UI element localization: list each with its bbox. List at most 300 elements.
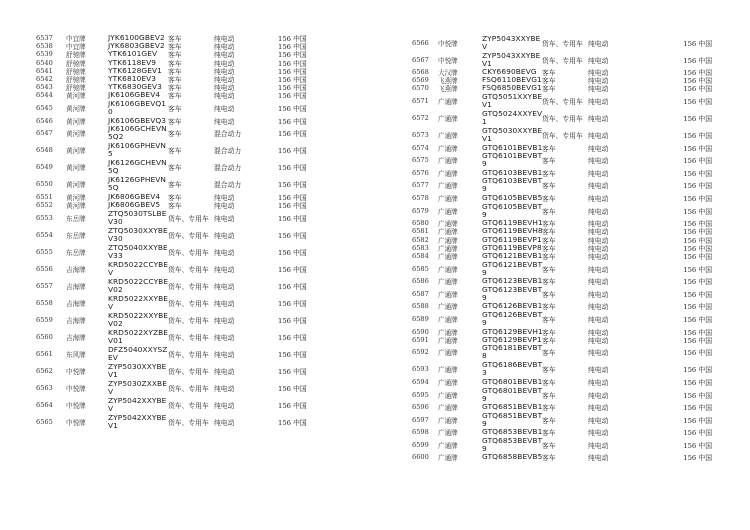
table-row (36, 100, 362, 117)
vehicle-type: 客车 (542, 144, 556, 153)
vehicle-type: 客车 (168, 147, 182, 156)
country-code: 156 中国 (278, 418, 307, 427)
vehicle-model (482, 277, 542, 285)
vehicle-type: 客车 (542, 207, 556, 216)
vehicle-type: 客车 (542, 315, 556, 324)
vehicle-type: 货车、专用车 (168, 401, 209, 410)
vehicle-model (482, 437, 542, 453)
row-number: 6563 (36, 383, 53, 392)
row-number: 6586 (412, 277, 429, 286)
vehicle-model (482, 412, 542, 428)
model-line-1: JYK6803GBEV2 (108, 41, 165, 51)
power-type: 纯电动 (588, 195, 609, 204)
model-line-2: 0 (108, 107, 113, 116)
brand-name: 黄河牌 (66, 201, 86, 210)
vehicle-model (108, 414, 168, 430)
model-line-2: 9 (482, 159, 487, 169)
table-row (412, 177, 712, 194)
table-row (412, 51, 712, 68)
table-row (36, 142, 362, 159)
vehicle-model (482, 194, 542, 202)
table-row (412, 194, 712, 202)
model-line-2: 9 (482, 209, 487, 219)
country-code: 156 中国 (278, 231, 307, 240)
table-row (36, 311, 362, 328)
row-number: 6542 (36, 75, 53, 84)
country-code: 156 中国 (278, 401, 307, 410)
vehicle-model (482, 361, 542, 377)
power-type: 纯电动 (214, 84, 235, 93)
table-row (36, 176, 362, 193)
vehicle-type: 客车 (168, 67, 182, 76)
country-code: 156 中国 (683, 315, 712, 324)
brand-name: 中悦牌 (66, 401, 86, 410)
model-line-2: V (108, 267, 114, 277)
brand-name: 黄河牌 (66, 147, 86, 156)
vehicle-model (482, 127, 542, 143)
power-type: 纯电动 (214, 248, 235, 257)
model-line-2: 9 (482, 317, 487, 327)
country-code: 156 中国 (278, 67, 307, 76)
row-number: 6546 (36, 116, 53, 125)
model-line-2: V1 (108, 420, 118, 430)
row-number: 6538 (36, 42, 53, 51)
row-number: 6564 (36, 400, 53, 409)
row-number: 6583 (412, 243, 429, 252)
model-line-1: KRD5022XXYBE (108, 310, 169, 320)
model-line-1: KRD5022CCYBE (108, 259, 169, 269)
model-line-2: V (482, 41, 488, 51)
vehicle-model (108, 312, 168, 328)
table-row (36, 277, 362, 294)
vehicle-type: 货车、专用车 (542, 39, 583, 48)
brand-name: 广通牌 (438, 244, 458, 253)
model-line-2: V1 (482, 100, 492, 110)
vehicle-type: 客车 (542, 169, 556, 178)
table-row (36, 159, 362, 176)
vehicle-model (108, 201, 168, 209)
country-code: 156 中国 (683, 77, 712, 86)
row-number: 6594 (412, 377, 429, 386)
brand-name: 吉海牌 (66, 333, 86, 342)
model-line-2: V (108, 403, 114, 413)
power-type: 纯电动 (588, 265, 609, 274)
vehicle-model (482, 52, 542, 68)
model-line-1: GTQ6103BEVB1 (482, 167, 543, 177)
country-code: 156 中国 (683, 132, 712, 141)
vehicle-type: 客车 (542, 429, 556, 438)
country-code: 156 中国 (278, 193, 307, 202)
model-line-1: GTQ6121BEVB1 (482, 250, 543, 260)
model-line-1: GTQ6119BEVH8 (482, 226, 543, 236)
model-line-2: V1 (482, 134, 492, 144)
power-type: 纯电动 (588, 115, 609, 124)
model-line-1: JK6126GCHEVN (108, 158, 167, 168)
vehicle-type: 货车、专用车 (168, 350, 209, 359)
vehicle-model (482, 35, 542, 51)
table-row (412, 127, 712, 144)
table-row (36, 379, 362, 396)
model-line-1: ZYP5030ZXXBE (108, 378, 167, 388)
table-row (412, 386, 712, 403)
power-type: 纯电动 (588, 244, 609, 253)
brand-name: 黄河牌 (66, 105, 86, 113)
table-row (412, 403, 712, 411)
vehicle-model (108, 346, 168, 362)
power-type: 纯电动 (214, 418, 235, 427)
brand-name: 黄河牌 (66, 193, 86, 202)
power-type: 纯电动 (588, 290, 609, 299)
brand-name: 广通牌 (438, 182, 458, 191)
model-line-2: 9 (482, 393, 487, 403)
brand-name: 广通牌 (438, 315, 458, 324)
brand-name: 大汉牌 (438, 69, 458, 78)
model-line-1: GTQ6119BEVP8 (482, 242, 542, 252)
row-number: 6545 (36, 104, 53, 112)
power-type: 纯电动 (214, 299, 235, 308)
power-type: 纯电动 (588, 220, 609, 229)
brand-name: 广通牌 (438, 378, 458, 387)
power-type: 纯电动 (588, 207, 609, 216)
table-row (36, 413, 362, 430)
vehicle-type: 客车 (542, 182, 556, 191)
model-line-2: V1 (108, 369, 118, 379)
table-row (412, 152, 712, 169)
brand-name: 广通牌 (438, 303, 458, 312)
country-code: 156 中国 (278, 181, 307, 190)
model-line-1: GTQ6101BEVB1 (482, 142, 543, 152)
model-line-1: JK6106GBEV4 (108, 90, 161, 100)
brand-name: 广通牌 (438, 441, 458, 450)
power-type: 纯电动 (588, 228, 609, 237)
power-type: 纯电动 (214, 214, 235, 223)
country-code: 156 中国 (683, 182, 712, 191)
vehicle-type: 货车、专用车 (542, 56, 583, 65)
country-code: 156 中国 (683, 252, 712, 261)
country-code: 156 中国 (278, 84, 307, 93)
vehicle-type: 货车、专用车 (542, 98, 583, 107)
country-code: 156 中国 (683, 39, 712, 48)
model-line-1: KRD5022XYZBE (108, 327, 169, 337)
brand-name: 飞燕牌 (438, 77, 458, 86)
model-line-1: GTQ6103BEVBT (482, 176, 543, 186)
row-number: 6574 (412, 143, 429, 152)
model-line-2: V1 (482, 58, 492, 68)
brand-name: 广通牌 (438, 132, 458, 141)
table-row (412, 453, 712, 461)
vehicle-model (482, 387, 542, 403)
country-code: 156 中国 (278, 282, 307, 291)
left-column-table (36, 34, 362, 430)
row-number: 6555 (36, 247, 53, 256)
table-row (412, 411, 712, 428)
brand-name: 东岳牌 (66, 248, 86, 257)
country-code: 156 中国 (278, 105, 307, 113)
vehicle-type: 客车 (168, 193, 182, 202)
row-number: 6578 (412, 194, 429, 203)
brand-name: 吉海牌 (66, 299, 86, 308)
power-type: 纯电动 (588, 349, 609, 358)
table-row (36, 243, 362, 260)
vehicle-type: 客车 (542, 278, 556, 287)
brand-name: 黄河牌 (66, 92, 86, 101)
brand-name: 吉海牌 (66, 282, 86, 291)
country-code: 156 中国 (278, 35, 307, 44)
country-code: 156 中国 (683, 98, 712, 107)
country-code: 156 中国 (683, 366, 712, 375)
row-number: 6592 (412, 348, 429, 357)
row-number: 6562 (36, 366, 53, 375)
model-line-1: GTQ6105BEVBT (482, 201, 543, 211)
vehicle-model (482, 152, 542, 168)
power-type: 纯电动 (214, 282, 235, 291)
country-code: 156 中国 (278, 92, 307, 101)
vehicle-model (482, 261, 542, 277)
brand-name: 广通牌 (438, 98, 458, 107)
vehicle-model (108, 176, 168, 192)
row-number: 6554 (36, 230, 53, 239)
brand-name: 广通牌 (438, 236, 458, 245)
brand-name: 广通牌 (438, 144, 458, 153)
vehicle-type: 客车 (542, 252, 556, 261)
country-code: 156 中国 (278, 265, 307, 274)
row-number: 6537 (36, 34, 53, 43)
vehicle-model (482, 403, 542, 411)
power-type: 纯电动 (588, 416, 609, 425)
country-code: 156 中国 (278, 201, 307, 210)
model-line-1: DFZ5040XXYSZ (108, 344, 168, 354)
country-code: 156 中国 (278, 76, 307, 85)
table-row (36, 125, 362, 142)
vehicle-type: 客车 (168, 84, 182, 93)
model-line-2: 9 (482, 418, 487, 428)
row-number: 6595 (412, 390, 429, 399)
vehicle-type: 客车 (542, 454, 556, 463)
power-type: 纯电动 (214, 316, 235, 325)
power-type: 纯电动 (588, 303, 609, 312)
power-type: 纯电动 (214, 265, 235, 274)
table-row (36, 209, 362, 226)
model-line-2: 5Q2 (108, 132, 124, 142)
row-number: 6580 (412, 219, 429, 228)
model-line-2: 5Q (108, 183, 119, 193)
country-code: 156 中国 (278, 130, 307, 139)
vehicle-model (108, 142, 168, 158)
model-line-2: V30 (108, 233, 123, 243)
power-type: 混合动力 (214, 164, 242, 173)
table-row (36, 294, 362, 311)
vehicle-type: 客车 (542, 157, 556, 166)
power-type: 纯电动 (588, 182, 609, 191)
row-number: 6600 (412, 453, 429, 462)
power-type: 纯电动 (214, 51, 235, 60)
vehicle-type: 客车 (168, 92, 182, 101)
vehicle-model (108, 159, 168, 175)
country-code: 156 中国 (683, 69, 712, 78)
vehicle-type: 客车 (542, 85, 556, 94)
model-line-2: 9 (482, 292, 487, 302)
model-line-1: YTK6118EV9 (108, 57, 157, 67)
row-number: 6558 (36, 298, 53, 307)
table-row (36, 201, 362, 209)
table-row (412, 277, 712, 285)
model-line-1: GTQ6801BEVBT (482, 385, 543, 395)
row-number: 6589 (412, 314, 429, 323)
country-code: 156 中国 (683, 278, 712, 287)
power-type: 纯电动 (588, 56, 609, 65)
table-row (36, 117, 362, 125)
row-number: 6553 (36, 213, 53, 222)
vehicle-model (108, 244, 168, 260)
power-type: 纯电动 (214, 92, 235, 101)
row-number: 6598 (412, 428, 429, 437)
vehicle-model (108, 397, 168, 413)
brand-name: 广通牌 (438, 169, 458, 178)
vehicle-type: 客车 (542, 328, 556, 337)
row-number: 6569 (412, 76, 429, 85)
model-line-1: GTQ5024XXYEV (482, 109, 543, 119)
model-line-2: EV (108, 352, 118, 362)
model-line-1: GTQ6186BEVBT (482, 360, 543, 370)
vehicle-type: 客车 (168, 35, 182, 44)
table-row (412, 361, 712, 378)
country-code: 156 中国 (683, 157, 712, 166)
country-code: 156 中国 (683, 441, 712, 450)
brand-name: 中宜牌 (66, 35, 86, 44)
power-type: 纯电动 (214, 401, 235, 410)
brand-name: 广通牌 (438, 336, 458, 345)
power-type: 纯电动 (214, 117, 235, 126)
vehicle-type: 客车 (168, 181, 182, 190)
country-code: 156 中国 (683, 336, 712, 345)
brand-name: 中悦牌 (438, 39, 458, 48)
model-line-1: YTK6810EV3 (108, 74, 157, 84)
model-line-1: ZYP5042XXYBE (108, 395, 167, 405)
vehicle-type: 货车、专用车 (168, 231, 209, 240)
vehicle-type: 客车 (168, 43, 182, 52)
model-line-1: KRD5022XXYBE (108, 293, 169, 303)
table-row (412, 144, 712, 152)
table-row (36, 226, 362, 243)
row-number: 6581 (412, 227, 429, 236)
vehicle-type: 货车、专用车 (542, 115, 583, 124)
model-line-1: GTQ6105BEVB5 (482, 193, 543, 203)
country-code: 156 中国 (278, 316, 307, 325)
model-line-1: JK6106GBEVQ3 (108, 115, 167, 125)
country-code: 156 中国 (683, 115, 712, 124)
vehicle-model (108, 329, 168, 345)
model-line-1: GTQ6123BEVBT (482, 284, 543, 294)
power-type: 纯电动 (588, 378, 609, 387)
model-line-2: V30 (108, 216, 123, 226)
brand-name: 舒驰牌 (66, 59, 86, 68)
model-line-2: 3 (482, 368, 487, 378)
vehicle-type: 客车 (542, 404, 556, 413)
power-type: 纯电动 (214, 231, 235, 240)
model-line-1: GTQ6126BEVBT (482, 309, 543, 319)
vehicle-model (108, 380, 168, 396)
country-code: 156 中国 (683, 195, 712, 204)
model-line-1: GTQ5030XXYBE (482, 126, 543, 136)
power-type: 纯电动 (588, 328, 609, 337)
brand-name: 东岳牌 (66, 214, 86, 223)
table-row (412, 202, 712, 219)
brand-name: 广通牌 (438, 404, 458, 413)
model-line-1: JK6126GPHEVN (108, 175, 167, 185)
model-line-1: GTQ6853BEVBT (482, 435, 543, 445)
vehicle-model (108, 227, 168, 243)
model-line-1: YTK6101GEV (108, 49, 158, 59)
vehicle-model (108, 100, 168, 116)
model-line-1: YTK6830GEV3 (108, 82, 162, 92)
model-line-1: GTQ6858BEVB5 (482, 452, 543, 462)
brand-name: 中悦牌 (66, 384, 86, 393)
brand-name: 中悦牌 (438, 56, 458, 65)
model-line-2: V (108, 301, 114, 311)
brand-name: 广通牌 (438, 290, 458, 299)
model-line-1: GTQ6126BEVB1 (482, 301, 543, 311)
table-row (412, 336, 712, 344)
table-row (36, 396, 362, 413)
country-code: 156 中国 (278, 59, 307, 68)
country-code: 156 中国 (278, 117, 307, 126)
power-type: 纯电动 (588, 454, 609, 463)
model-line-1: ZYP5042XXYBE (108, 412, 167, 422)
row-number: 6568 (412, 68, 429, 77)
model-line-1: JK6806GBEV5 (108, 199, 161, 209)
vehicle-type: 客车 (542, 366, 556, 375)
country-code: 156 中国 (278, 299, 307, 308)
model-line-1: ZYP5043XXYBE (482, 50, 541, 60)
country-code: 156 中国 (278, 384, 307, 393)
model-line-1: YTK6128GEV1 (108, 65, 162, 75)
row-number: 6591 (412, 335, 429, 344)
model-line-1: ZTQ5030XXYBE (108, 225, 168, 235)
brand-name: 黄河牌 (66, 130, 86, 139)
row-number: 6549 (36, 163, 53, 172)
model-line-1: ZTQ5040XXYBE (108, 242, 168, 252)
brand-name: 广通牌 (438, 265, 458, 274)
vehicle-model (108, 210, 168, 226)
model-line-2: 9 (482, 267, 487, 277)
vehicle-type: 客车 (542, 303, 556, 312)
model-line-1: GTQ6101BEVBT (482, 151, 543, 161)
vehicle-type: 货车、专用车 (168, 333, 209, 342)
vehicle-type: 货车、专用车 (168, 384, 209, 393)
power-type: 纯电动 (588, 366, 609, 375)
vehicle-model (108, 363, 168, 379)
vehicle-type: 客车 (168, 105, 182, 113)
brand-name: 广通牌 (438, 220, 458, 229)
model-line-1: GTQ6801BEVB1 (482, 376, 543, 386)
power-type: 纯电动 (588, 236, 609, 245)
power-type: 纯电动 (214, 67, 235, 76)
row-number: 6596 (412, 403, 429, 412)
vehicle-type: 客车 (168, 130, 182, 139)
row-number: 6543 (36, 83, 53, 92)
brand-name: 广通牌 (438, 228, 458, 237)
vehicle-type: 客车 (542, 236, 556, 245)
vehicle-model (482, 177, 542, 193)
vehicle-type: 客车 (542, 228, 556, 237)
model-line-2: V (108, 386, 114, 396)
country-code: 156 中国 (278, 51, 307, 60)
vehicle-model (482, 453, 542, 461)
power-type: 纯电动 (588, 429, 609, 438)
power-type: 纯电动 (588, 85, 609, 94)
model-line-1: GTQ6851BEVB1 (482, 402, 543, 412)
power-type: 纯电动 (214, 333, 235, 342)
